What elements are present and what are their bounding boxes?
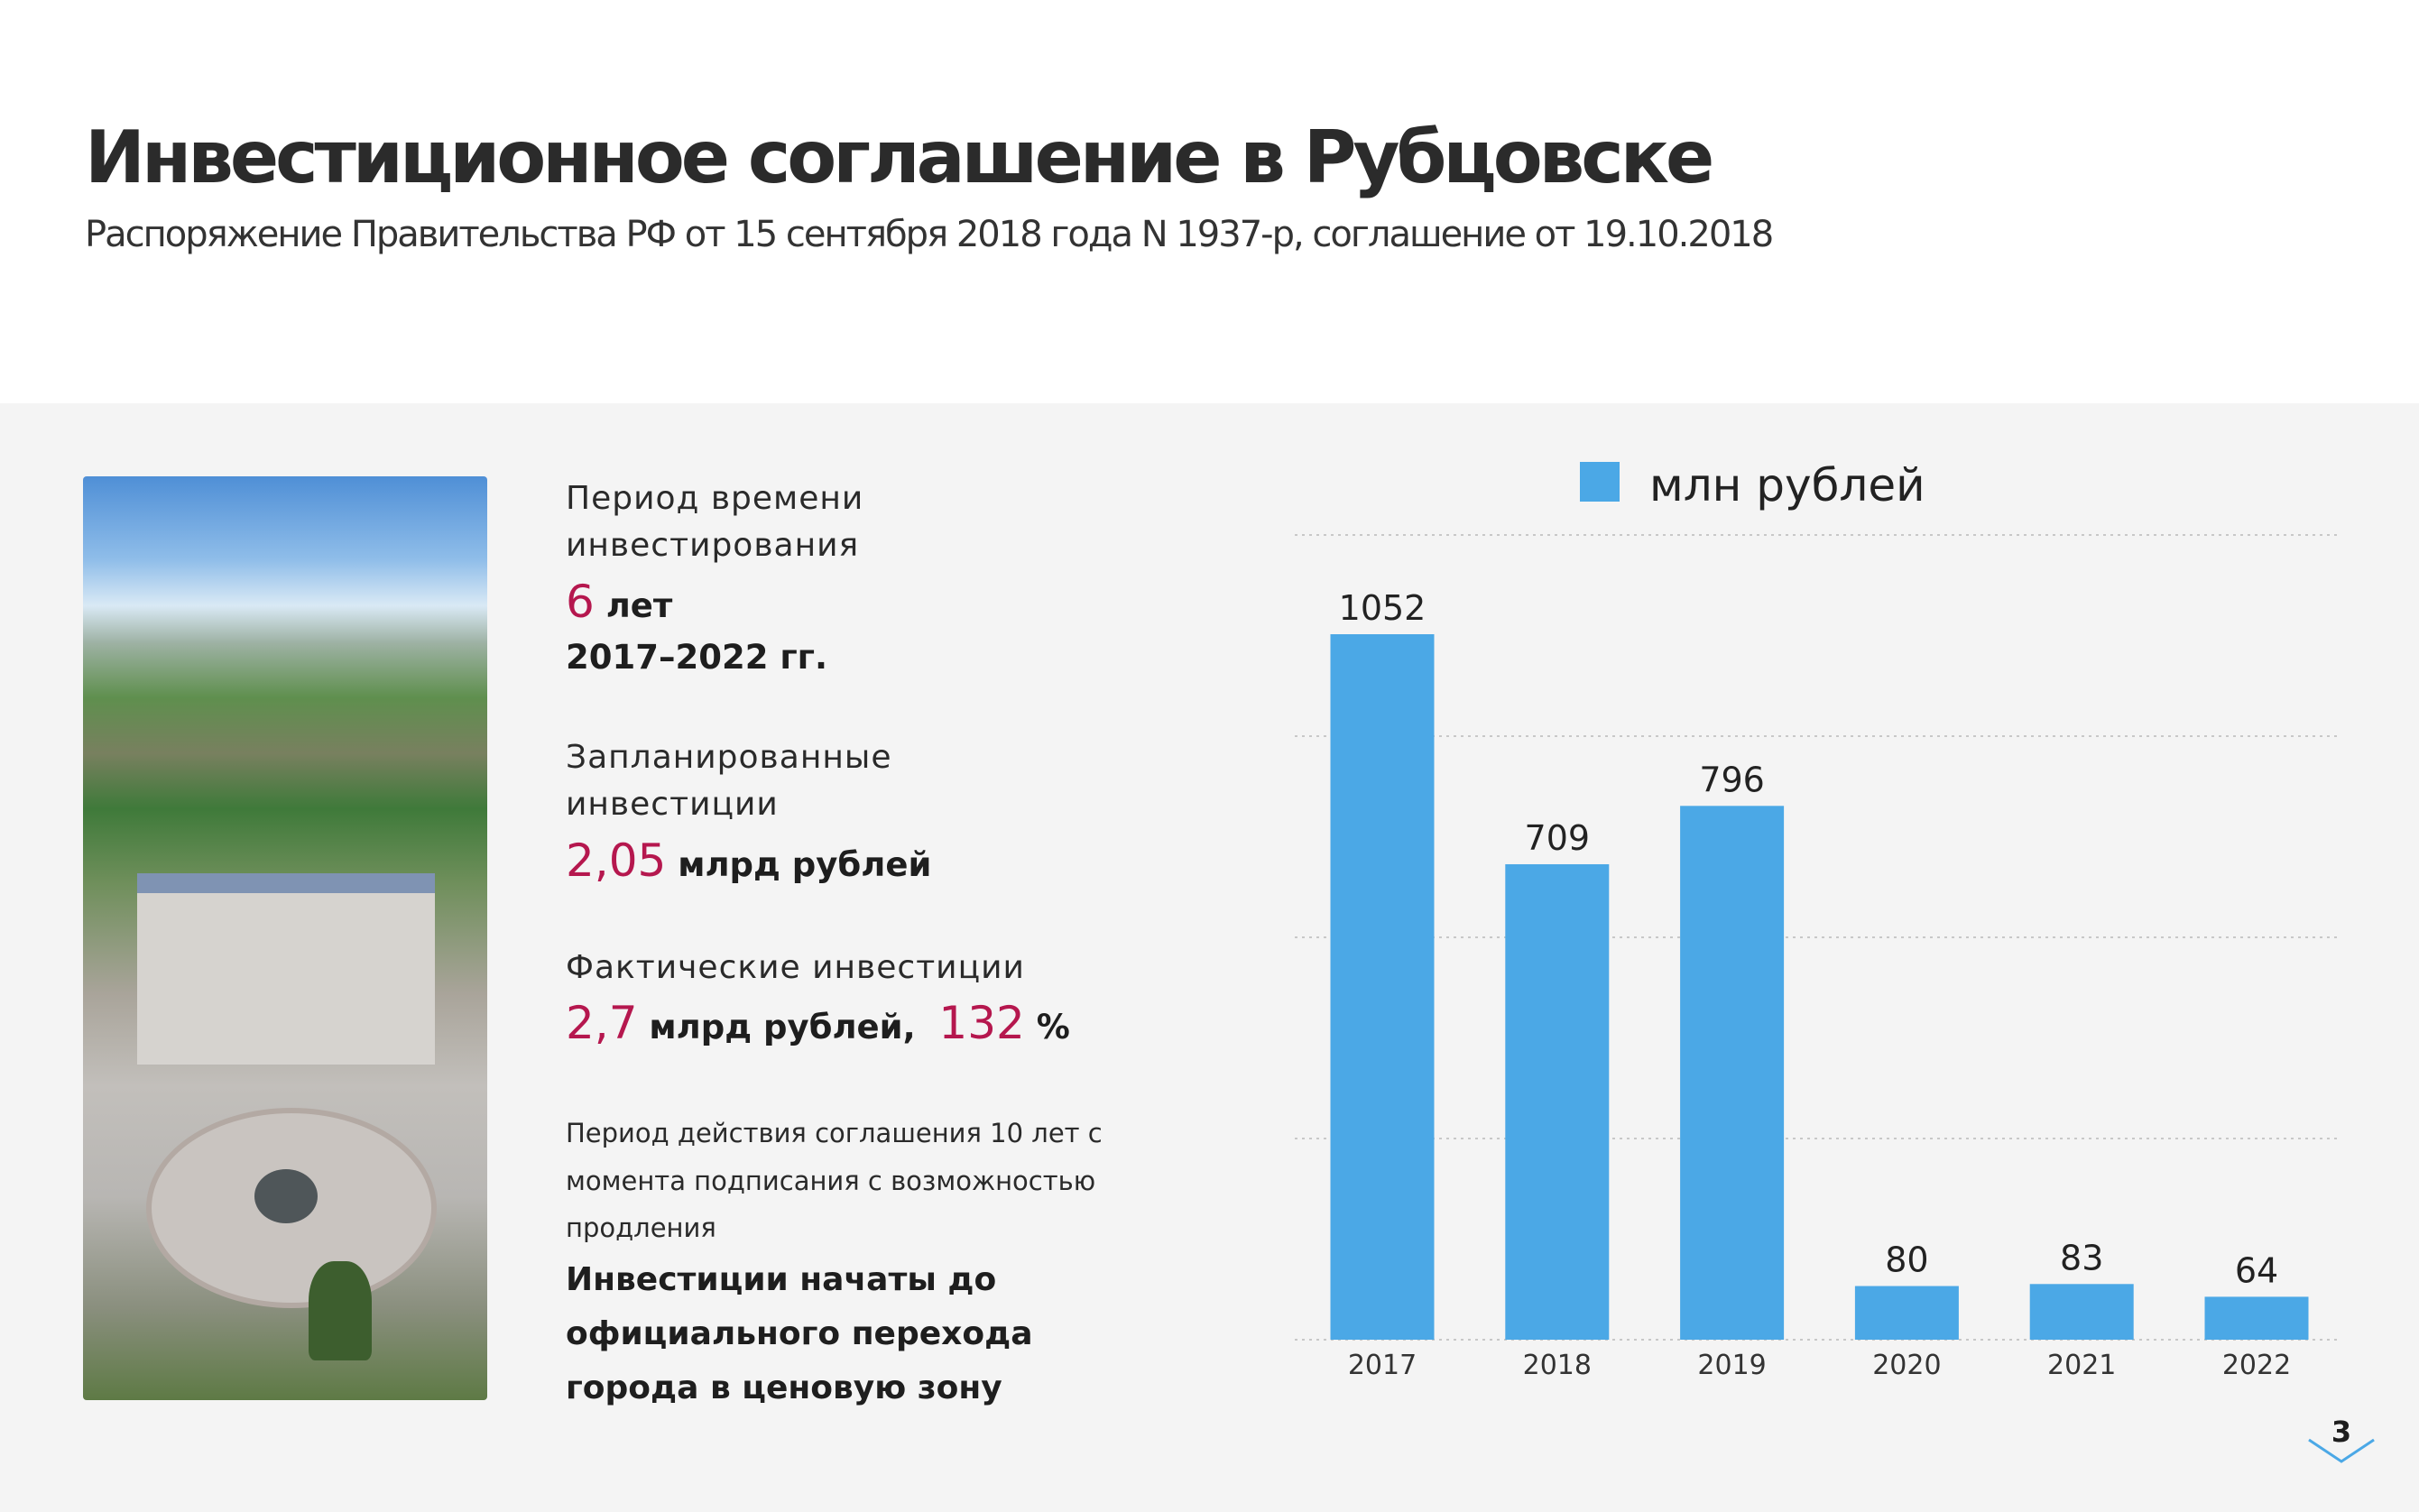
page-subtitle: Распоряжение Правительства РФ от 15 сентября 2018 года N 1937-р, соглашение от 19.10.2018 [85, 214, 1773, 255]
period-label-1: Период времени [566, 480, 864, 517]
actual-label: Фактические инвестиции [566, 949, 1025, 986]
value-label-2021: 83 [2060, 1238, 2104, 1278]
actual-unit: млрд рублей, [649, 1008, 916, 1046]
actual-percent-sign: % [1036, 1008, 1070, 1046]
x-tick-2021: 2021 [2047, 1350, 2117, 1381]
value-label-2020: 80 [1885, 1240, 1929, 1280]
planned-investment [566, 834, 931, 887]
period-label-2: инвестирования [566, 527, 860, 564]
value-label-2018: 709 [1524, 817, 1591, 858]
legend-label: млн рублей [1649, 459, 1925, 512]
note-line-3: города в ценовую зону [566, 1369, 1002, 1406]
page-number-marker [2305, 1407, 2377, 1471]
actual-percent: 132 [938, 997, 1025, 1049]
planned-unit: млрд рублей [678, 845, 932, 884]
planned-value: 2,05 [566, 834, 667, 887]
x-tick-2022: 2022 [2221, 1350, 2292, 1381]
note-line-1: Инвестиции начаты до [566, 1261, 997, 1298]
planned-label-2: инвестиции [566, 786, 779, 823]
term-line-2: момента подписания с возможностью [566, 1166, 1096, 1196]
period-years-number: 6 [566, 576, 595, 628]
term-line-3: продления [566, 1212, 716, 1243]
value-label-2019: 796 [1699, 760, 1765, 800]
page-number: 3 [2331, 1415, 2352, 1449]
planned-label-1: Запланированные [566, 739, 892, 776]
period-years [566, 576, 672, 628]
page-marker-icon [2305, 1407, 2377, 1471]
photo-fountain [254, 1169, 318, 1223]
term-line-1: Период действия соглашения 10 лет с [566, 1118, 1103, 1148]
actual-investment [566, 997, 1070, 1049]
x-tick-2018: 2018 [1522, 1350, 1592, 1381]
city-photo [83, 476, 487, 1400]
x-tick-2019: 2019 [1697, 1350, 1767, 1381]
period-range: 2017–2022 гг. [566, 638, 828, 677]
period-years-unit: лет [605, 586, 673, 625]
x-tick-2017: 2017 [1347, 1350, 1417, 1381]
page-title: Инвестиционное соглашение в Рубцовске [85, 115, 1712, 199]
note-line-2: официального перехода [566, 1315, 1033, 1352]
photo-tree [309, 1261, 372, 1360]
content-panel [0, 403, 2419, 1512]
actual-value: 2,7 [566, 997, 638, 1049]
photo-building [137, 873, 435, 1065]
x-tick-2020: 2020 [1872, 1350, 1942, 1381]
value-label-2022: 64 [2234, 1250, 2279, 1291]
value-label-2017: 1052 [1338, 588, 1426, 629]
header [0, 0, 2419, 403]
